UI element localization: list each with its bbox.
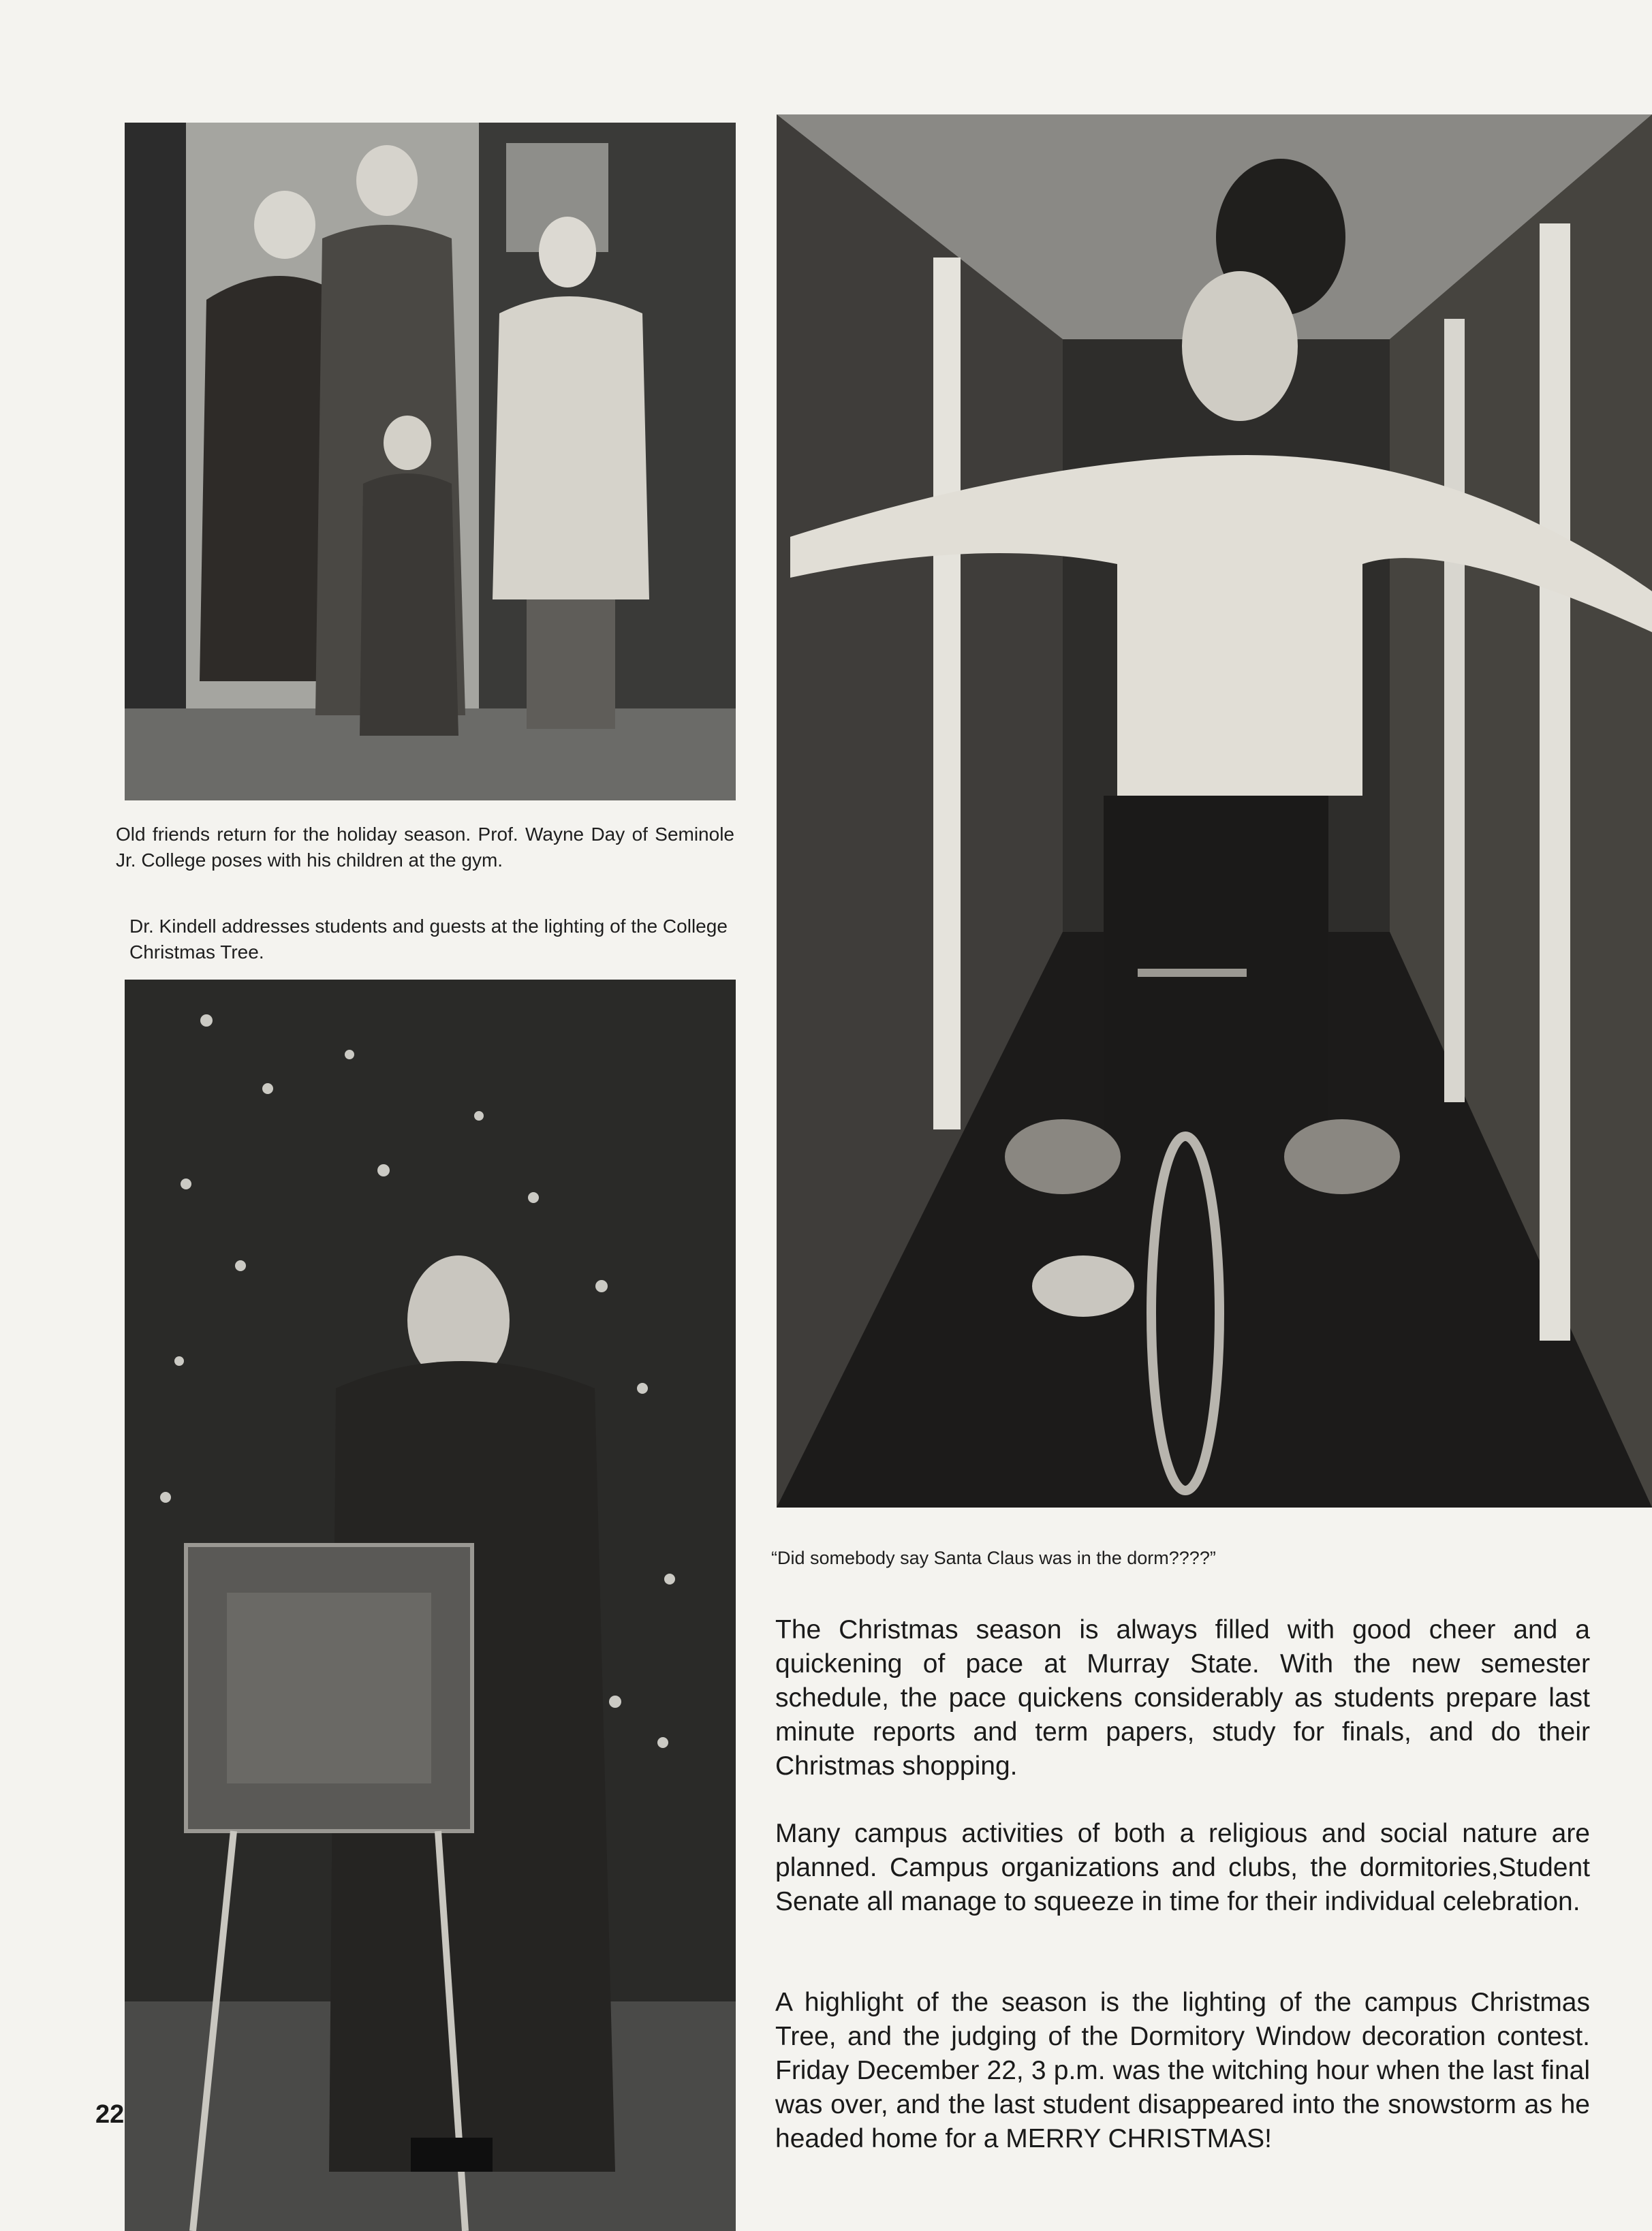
article-paragraph: Many campus activities of both a religious and social nature are planned. Campus organizations and clubs, the dormitories,Student Senate all manage to squeeze in time for their individual celebration.: [775, 1819, 1590, 1916]
family-photo: [125, 123, 736, 800]
article-paragraph: A highlight of the season is the lighting of the campus Christmas Tree, and the judging of the Dormitory Window decoration contest. Friday December 22, 3 p.m. was the witching hour when the last final was over, and the last student disappeared into the snowstorm as he headed home for a MERRY CHRISTMAS!: [775, 1988, 1590, 2153]
dorm-bicycle-photo: [777, 114, 1652, 1508]
dorm-photo-caption: “Did somebody say Santa Claus was in the dorm????”: [771, 1548, 1216, 1568]
speaker-photo-caption: Dr. Kindell addresses students and guests at the lighting of the College Christmas Tree.: [129, 916, 728, 963]
speaker-photo: [125, 980, 736, 2231]
speaker-photo-image: [125, 980, 736, 2231]
family-photo-image: [125, 123, 736, 800]
article-paragraph: The Christmas season is always filled with good cheer and a quickening of pace at Murray State. With the new semester schedule, the pace quickens considerably as students prepare last minute reports and term papers, study for finals, and do their Christmas shopping.: [775, 1615, 1590, 1781]
dorm-photo-image: [777, 114, 1652, 1508]
family-photo-caption: Old friends return for the holiday season. Prof. Wayne Day of Seminole Jr. College poses with his children at the gym.: [116, 824, 734, 871]
page-number: 22: [95, 2100, 125, 2129]
